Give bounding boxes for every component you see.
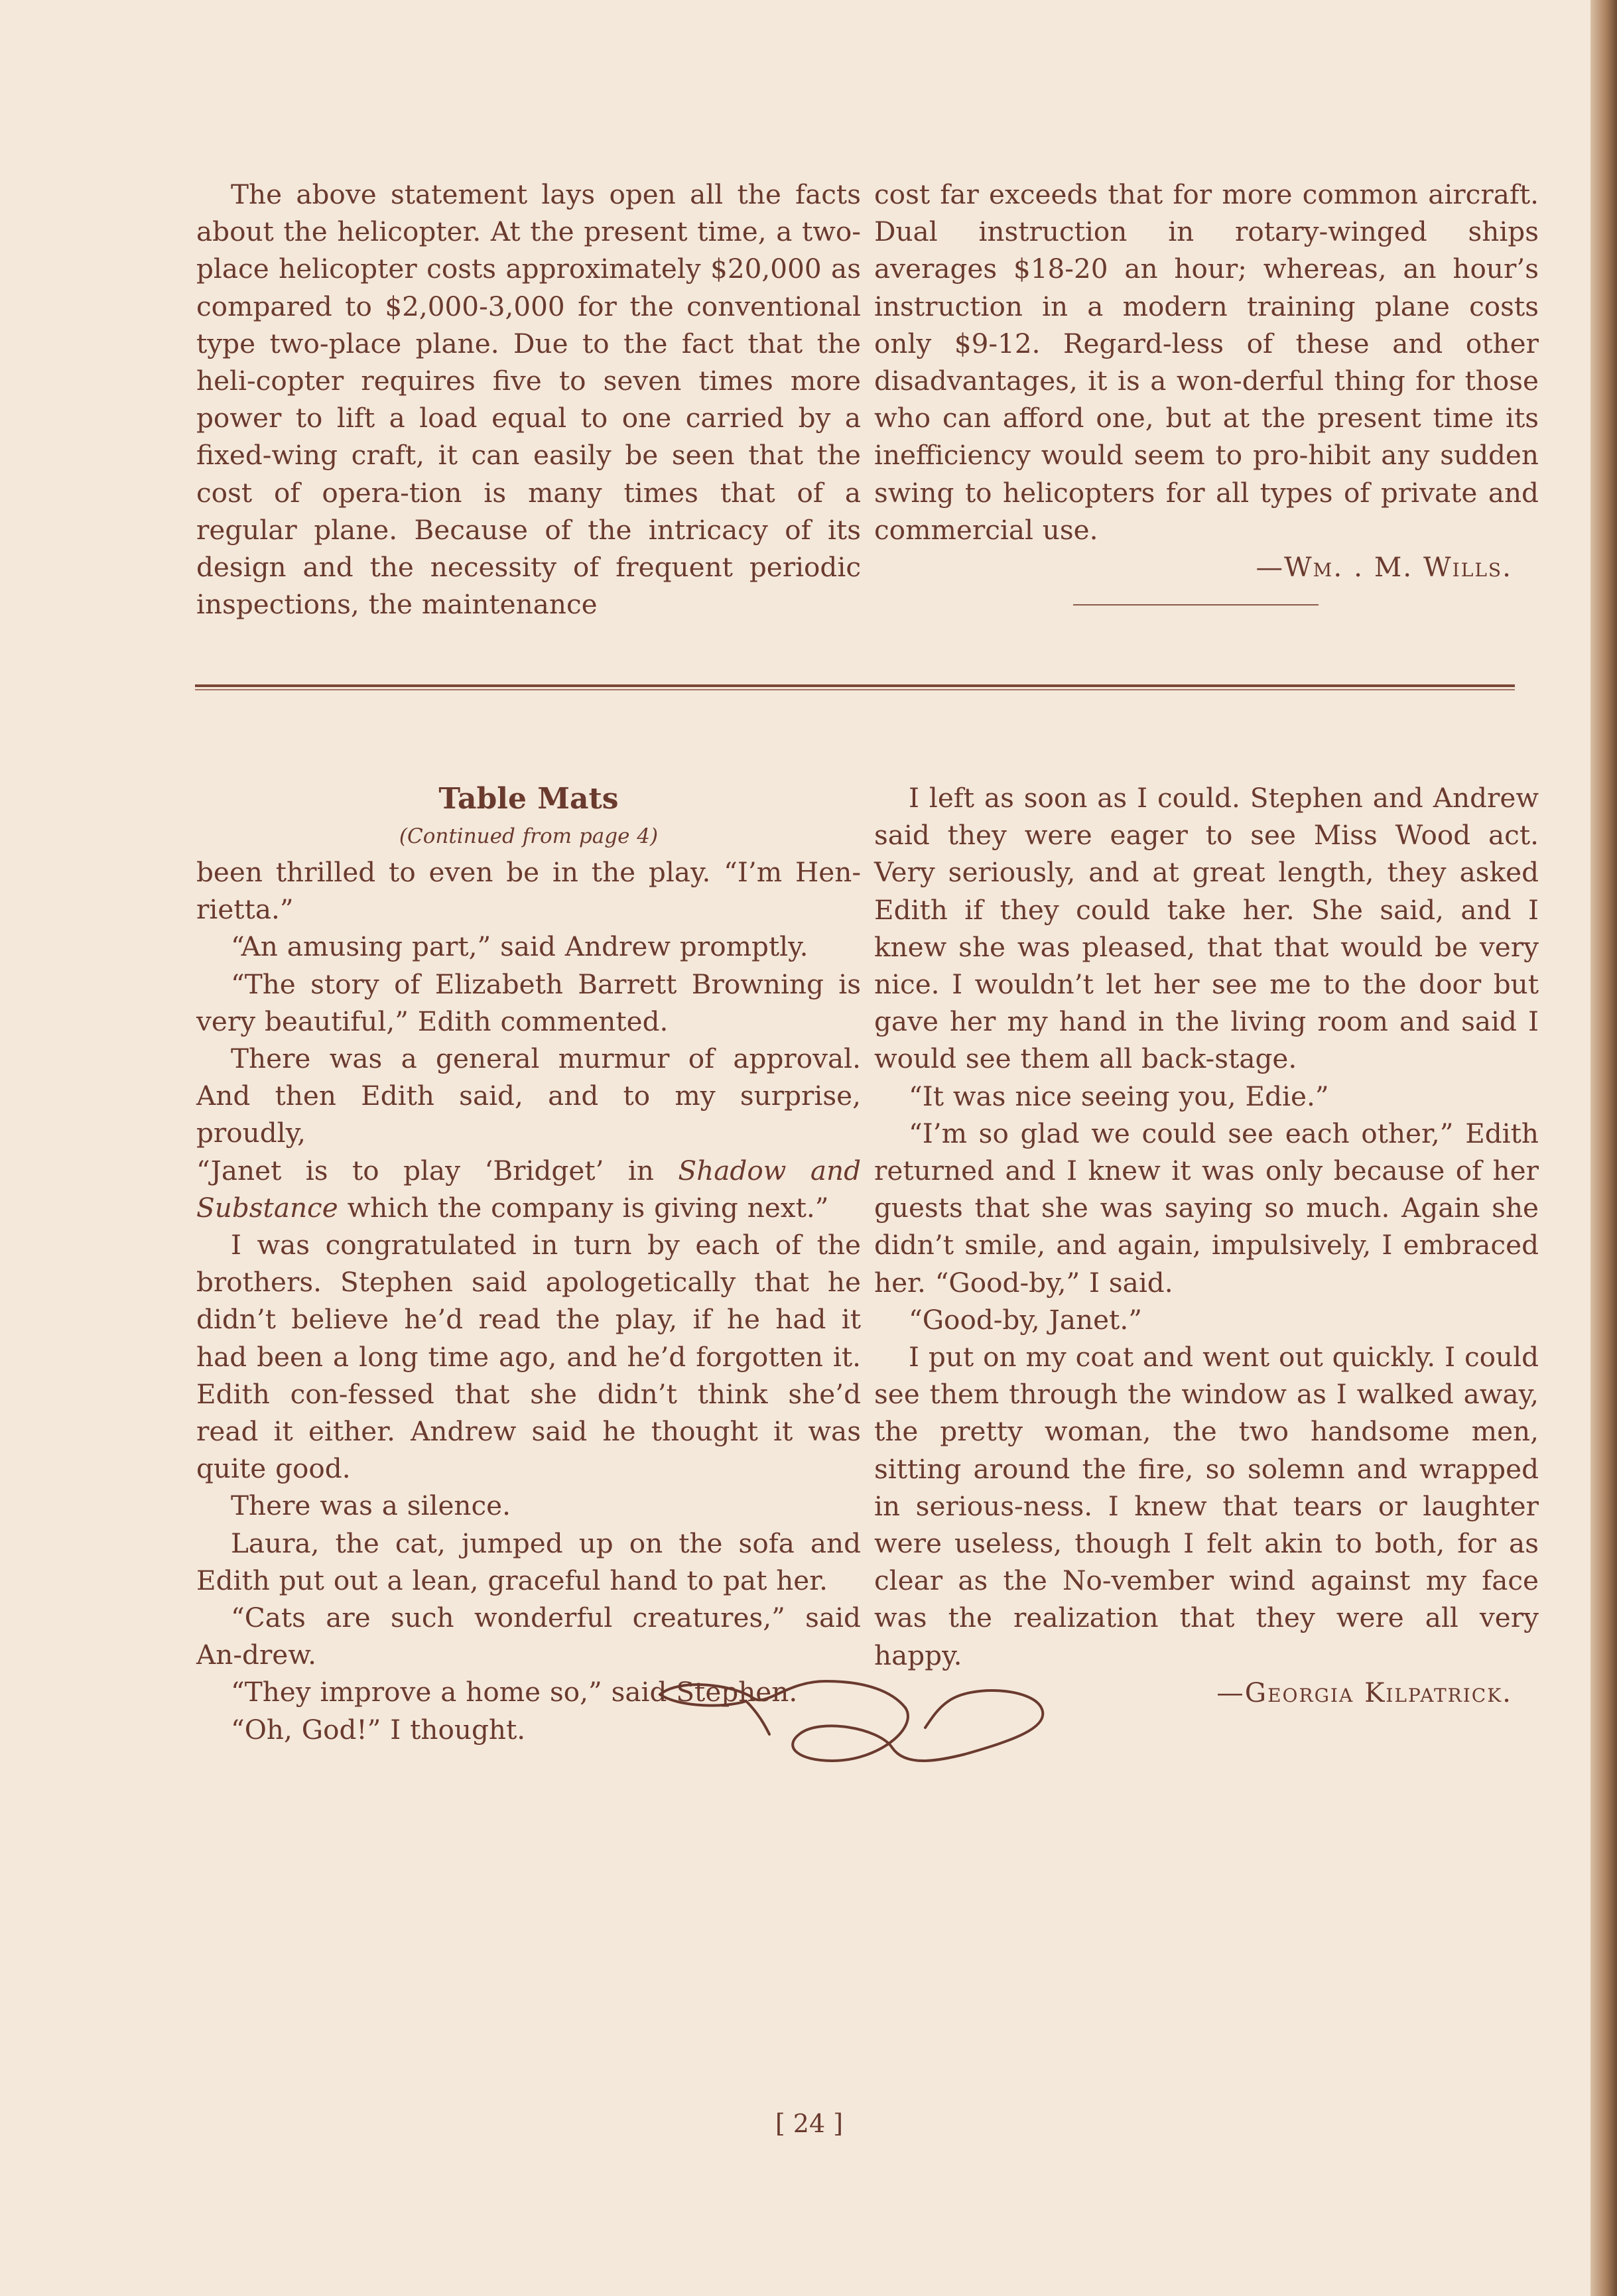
story-right-column: [874, 779, 1539, 1711]
helicopter-signature: —Wm. . M. Wills.: [1256, 551, 1512, 584]
story-paragraph: There was a silence.: [231, 1490, 511, 1522]
page-edge: [1590, 0, 1617, 2296]
story-signature: —Georgia Kilpatrick.: [1216, 1676, 1512, 1708]
flourish-ornament-icon: [653, 1655, 1065, 1787]
story-paragraph: been thrilled to even be in the play. “I’m Hen-rietta.”: [196, 856, 861, 926]
play-title: Shadow and Substance: [196, 1154, 861, 1224]
story-paragraph: “The story of Elizabeth Barrett Browning is very beautiful,” Edith commented.: [196, 968, 861, 1037]
story-paragraph: “Oh, God!” I thought.: [231, 1713, 526, 1746]
helicopter-paragraph-right: cost far exceeds that for more common aircraft. Dual instruction in rotary-winged ships averages $18-20 an hour; whereas, an hour’s instruction in a modern training plane costs only $9-12. Regard-less of these and other disadvantages, it is a won-derful thing for those who can afford one, but at the present time its inefficiency would seem to pro-hibit any sudden swing to helicopters for all types of private and commercial use.: [874, 178, 1539, 546]
continued-note: (Continued from page 4): [399, 824, 659, 848]
story-paragraph: I was congratulated in turn by each of the brothers. Stephen said apologetically that he didn’t believe he’d read the play, if he had it had been a long time ago, and he’d forgotten it. Edith con-fessed that she didn’t think she’d read it either. Andrew said he thought it was quite good.: [196, 1229, 861, 1485]
story-paragraph: “I’m so glad we could see each other,” Edith returned and I knew it was only because of her guests that she was saying so much. Again she didn’t smile, and again, impulsively, I embraced her. “Good-by,” I said.: [874, 1117, 1539, 1299]
page-number: [ 24 ]: [775, 2109, 844, 2138]
short-divider: [1073, 604, 1319, 606]
story-paragraph: I put on my coat and went out quickly. I could see them through the window as I walked away, the pretty woman, the two handsome men, sitting around the fire, so solemn and wrapped in serious-ness. I knew that tears or laughter were useless, though I felt akin to both, for as clear as the No-vember wind against my face was the realization that they were all very happy.: [874, 1341, 1539, 1671]
story-text: which the company is giving next.”: [338, 1191, 829, 1224]
helicopter-article-right-column: [874, 176, 1539, 606]
story-title: Table Mats: [438, 782, 619, 816]
story-paragraph: “It was nice seeing you, Edie.”: [909, 1080, 1329, 1112]
story-text: “Janet is to play ‘Bridget’ in: [196, 1154, 679, 1186]
story-paragraph: “Good-by, Janet.”: [909, 1303, 1142, 1336]
helicopter-article-left-column: [196, 176, 861, 623]
story-paragraph-with-title: [196, 1152, 861, 1226]
story-paragraph: There was a general murmur of approval. And then Edith said, and to my surprise, proudly,: [196, 1043, 861, 1149]
helicopter-paragraph-left: The above statement lays open all the facts about the helicopter. At the present time, a two-place helicopter costs approximately $20,000 as compared to $2,000-3,000 for the conventional type two-place plane. Due to the fact that the heli-copter requires five to seven times more power to lift a load equal to one carried by a fixed-wing craft, it can easily be seen that the cost of opera-tion is many times that of a regular plane. Because of the intricacy of its design and the necessity of frequent periodic inspections, the maintenance: [196, 178, 861, 621]
story-left-column: [196, 779, 861, 1748]
story-paragraph: I left as soon as I could. Stephen and Andrew said they were eager to see Miss Wood act. Very seriously, and at great length, they asked Edith if they could take her. She said, and I knew she was pleased, that that would be very nice. I wouldn’t let her see me to the door but gave her my hand in the living room and said I would see them all back-stage.: [874, 782, 1539, 1075]
story-paragraph: “Cats are such wonderful creatures,” said An-drew.: [196, 1602, 861, 1671]
story-paragraph: “An amusing part,” said Andrew promptly.: [231, 930, 808, 963]
story-paragraph: “They improve a home so,” said Stephen.: [231, 1676, 798, 1708]
story-paragraph: Laura, the cat, jumped up on the sofa and Edith put out a lean, graceful hand to pat her.: [196, 1527, 861, 1596]
section-divider: [195, 684, 1515, 690]
